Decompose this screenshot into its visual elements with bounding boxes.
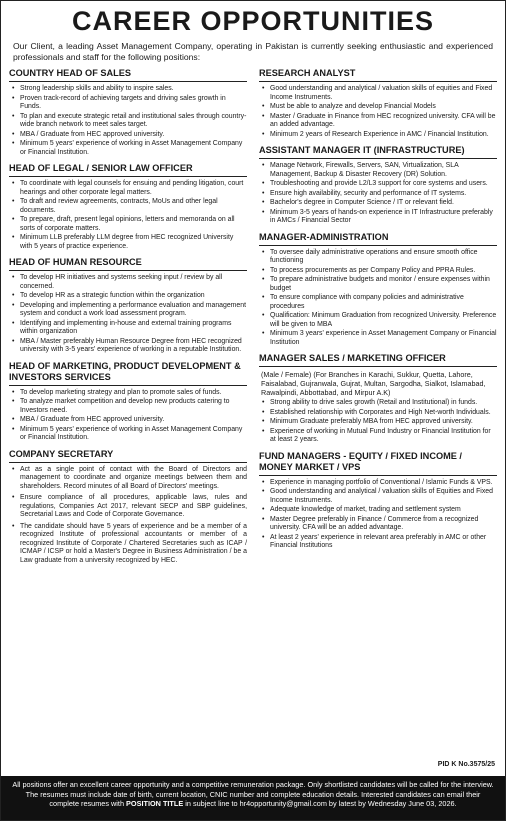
position-section — [259, 353, 497, 445]
positions-columns — [9, 68, 497, 571]
requirement-item: • Minimum 5 years' experience of working in Asset Management Company or Financial Institution. — [9, 426, 247, 443]
position-section — [259, 68, 497, 139]
requirement-item: • To coordinate with legal counsels for ensuing and pending litigation, court hearings and other corporate legal matters. — [9, 180, 247, 197]
requirement-item: • Minimum LLB preferably LLM degree from HEC recognized University with 5 years of practice experience. — [9, 234, 247, 251]
requirement-item: • Proven track-record of achieving targets and driving sales growth in Funds. — [9, 95, 247, 112]
requirement-item: • Strong ability to drive sales growth (Retail and Institutional) in funds. — [259, 399, 497, 408]
requirements-list — [259, 85, 497, 139]
requirement-item: • Developing and implementing a performance evaluation and management system and conduct a work load assessment program. — [9, 302, 247, 319]
requirement-item: • Minimum 2 years of Research Experience in AMC / Financial Institution. — [259, 131, 497, 140]
requirement-item: • Experience of working in Mutual Fund Industry or Financial Institution for at least 2 years. — [259, 428, 497, 445]
intro-paragraph: Our Client, a leading Asset Management Company, operating in Pakistan is currently seeking enthusiastic and experienced professionals and staff for the following positions: — [13, 41, 493, 62]
position-title: COMPANY SECRETARY — [9, 449, 247, 463]
position-section — [259, 451, 497, 551]
footer-line-2: The resumes must include date of birth, current location, CNIC number and complete education details. Interested candidates can email their complete resumes with — [25, 789, 481, 808]
requirement-item: • Master / Graduate in Finance from HEC recognized university. CFA will be an added advantage. — [259, 113, 497, 130]
position-section — [9, 163, 247, 251]
requirement-item: • Established relationship with Corporates and High Net-worth Individuals. — [259, 409, 497, 418]
position-section — [9, 361, 247, 443]
position-section — [259, 145, 497, 226]
position-section — [9, 68, 247, 157]
requirement-item: • Experience in managing portfolio of Conventional / Islamic Funds & VPS. — [259, 479, 497, 488]
requirements-list — [259, 162, 497, 226]
requirement-item: • Identifying and implementing in-house and external training programs within organization — [9, 320, 247, 337]
position-title: HEAD OF LEGAL / SENIOR LAW OFFICER — [9, 163, 247, 177]
requirement-item: • To analyze market competition and develop new products catering to Investors need. — [9, 398, 247, 415]
requirements-list — [9, 180, 247, 251]
requirement-item: • Ensure compliance of all procedures, applicable laws, rules and regulations, Companies Act 2017, relevant SECP and SBP guidelines, Secretarial Laws and Code of Corporate Governance. — [9, 494, 247, 520]
position-title: MANAGER SALES / MARKETING OFFICER — [259, 353, 497, 367]
position-title: HEAD OF HUMAN RESOURCE — [9, 257, 247, 271]
position-title: MANAGER-ADMINISTRATION — [259, 232, 497, 246]
position-subtitle: (Male / Female) (For Branches in Karachi, Sukkur, Quetta, Lahore, Faisalabad, Gujranwala, Gujrat, Multan, Sargodha, Sialkot, Islamabad, Rawalpindi, Abbottabad, and Mirpur A.K) — [261, 370, 486, 397]
requirement-item: • To oversee daily administrative operations and ensure smooth office functioning — [259, 249, 497, 266]
position-section — [9, 449, 247, 566]
requirement-item: • To develop HR initiatives and systems seeking input / review by all concerned. — [9, 274, 247, 291]
footer-line-1: All positions offer an excellent career opportunity and a competitive remuneration package. Only shortlisted candidates will be called for the interview. — [12, 780, 494, 789]
requirement-item: • To develop marketing strategy and plan to promote sales of funds. — [9, 389, 247, 398]
requirement-item: • Strong leadership skills and ability to inspire sales. — [9, 85, 247, 94]
requirements-list — [259, 249, 497, 348]
requirement-item: • Adequate knowledge of market, trading and settlement system — [259, 506, 497, 515]
requirement-item: • To ensure compliance with company policies and administrative procedures — [259, 294, 497, 311]
requirement-item: • To prepare administrative budgets and monitor / ensure expenses within budget — [259, 276, 497, 293]
requirement-item: • Troubleshooting and provide L2/L3 support for core systems and users. — [259, 180, 497, 189]
requirements-list — [9, 466, 247, 566]
requirement-item: • Good understanding and analytical / valuation skills of equities and Fixed Income Instruments. — [259, 85, 497, 102]
requirement-item: • To draft and review agreements, contracts, MoUs and other legal documents. — [9, 198, 247, 215]
requirement-item: • Minimum 3-5 years of hands-on experience in IT Infrastructure preferably in AMCs / Financial Sector — [259, 209, 497, 226]
position-section — [9, 257, 247, 355]
requirement-item: • Good understanding and analytical / valuation skills of Equities and Fixed Income Instruments. — [259, 488, 497, 505]
requirement-item: • At least 2 years' experience in relevant area preferably in AMC or other Financial Institutions — [259, 534, 497, 551]
requirement-item: • Minimum 5 years' experience of working in Asset Management Company or Financial Institution. — [9, 140, 247, 157]
position-title: HEAD OF MARKETING, PRODUCT DEVELOPMENT & INVESTORS SERVICES — [9, 361, 247, 386]
requirement-item: • Minimum Graduate preferably MBA from HEC approved university. — [259, 418, 497, 427]
requirement-item: • MBA / Master preferably Human Resource Degree from HEC recognized university with 3-5 years' experience of working in a reputable Institution. — [9, 338, 247, 355]
requirement-item: • Master Degree preferably in Finance / Commerce from a recognized university. CFA will be an added advantage. — [259, 516, 497, 533]
footer-banner — [1, 776, 505, 820]
right-column — [259, 68, 497, 571]
requirement-item: • Minimum 3 years' experience in Asset Management Company or Financial Institution — [259, 330, 497, 347]
pid-number: PID K No.3575/25 — [437, 761, 495, 768]
position-title: COUNTRY HEAD OF SALES — [9, 68, 247, 82]
position-title: ASSISTANT MANAGER IT (INFRASTRUCTURE) — [259, 145, 497, 159]
requirement-item: • Bachelor's degree in Computer Science / IT or relevant field. — [259, 199, 497, 208]
position-title: FUND MANAGERS - EQUITY / FIXED INCOME / MONEY MARKET / VPS — [259, 451, 497, 476]
requirement-item: • The candidate should have 5 years of experience and be a member of a recognized Institute of professional accountants or member of a recognized Institute of Corporate / Chartered Secretaries such as ICAP / ICMAP / ICSP or hold a Master's Degree in Business Administration / be a Law graduate from a university recognized by HEC. — [9, 523, 247, 566]
requirement-item: • To develop HR as a strategic function within the organization — [9, 292, 247, 301]
requirements-list — [9, 389, 247, 443]
requirement-item: • Qualification: Minimum Graduation from recognized University. Preference will be given to MBA — [259, 312, 497, 329]
footer-line-3: in subject line to hr4opportunity@gmail.com by latest by Wednesday June 03, 2026. — [185, 799, 457, 808]
requirements-list — [9, 274, 247, 355]
requirement-item: • To process procurements as per Company Policy and PPRA Rules. — [259, 267, 497, 276]
requirement-item: • Act as a single point of contact with the Board of Directors and management to coordinate and organize meetings between them and shareholders. Record minutes of all Board of Directors' meetings. — [9, 466, 247, 492]
requirement-item: • Ensure high availability, security and performance of IT systems. — [259, 190, 497, 199]
footer-position-title: POSITION TITLE — [126, 799, 184, 808]
requirements-list — [259, 479, 497, 551]
requirement-item: • MBA / Graduate from HEC approved university. — [9, 131, 247, 140]
requirement-item: • MBA / Graduate from HEC approved university. — [9, 416, 247, 425]
requirement-item: • To plan and execute strategic retail and institutional sales through country-wide branch network to meet sales target. — [9, 113, 247, 130]
requirement-item: • To prepare, draft, present legal opinions, letters and memoranda on all sorts of corporate matters. — [9, 216, 247, 233]
left-column — [9, 68, 247, 571]
requirements-list — [259, 399, 497, 445]
page-title: CAREER OPPORTUNITIES — [71, 6, 435, 36]
position-title: RESEARCH ANALYST — [259, 68, 497, 82]
requirement-item: • Must be able to analyze and develop Financial Models — [259, 103, 497, 112]
requirements-list — [9, 85, 247, 157]
position-section — [259, 232, 497, 348]
requirement-item: • Manage Network, Firewalls, Servers, SAN, Virtualization, SLA Management, Backup & Disaster Recovery (DR) Solution. — [259, 162, 497, 179]
